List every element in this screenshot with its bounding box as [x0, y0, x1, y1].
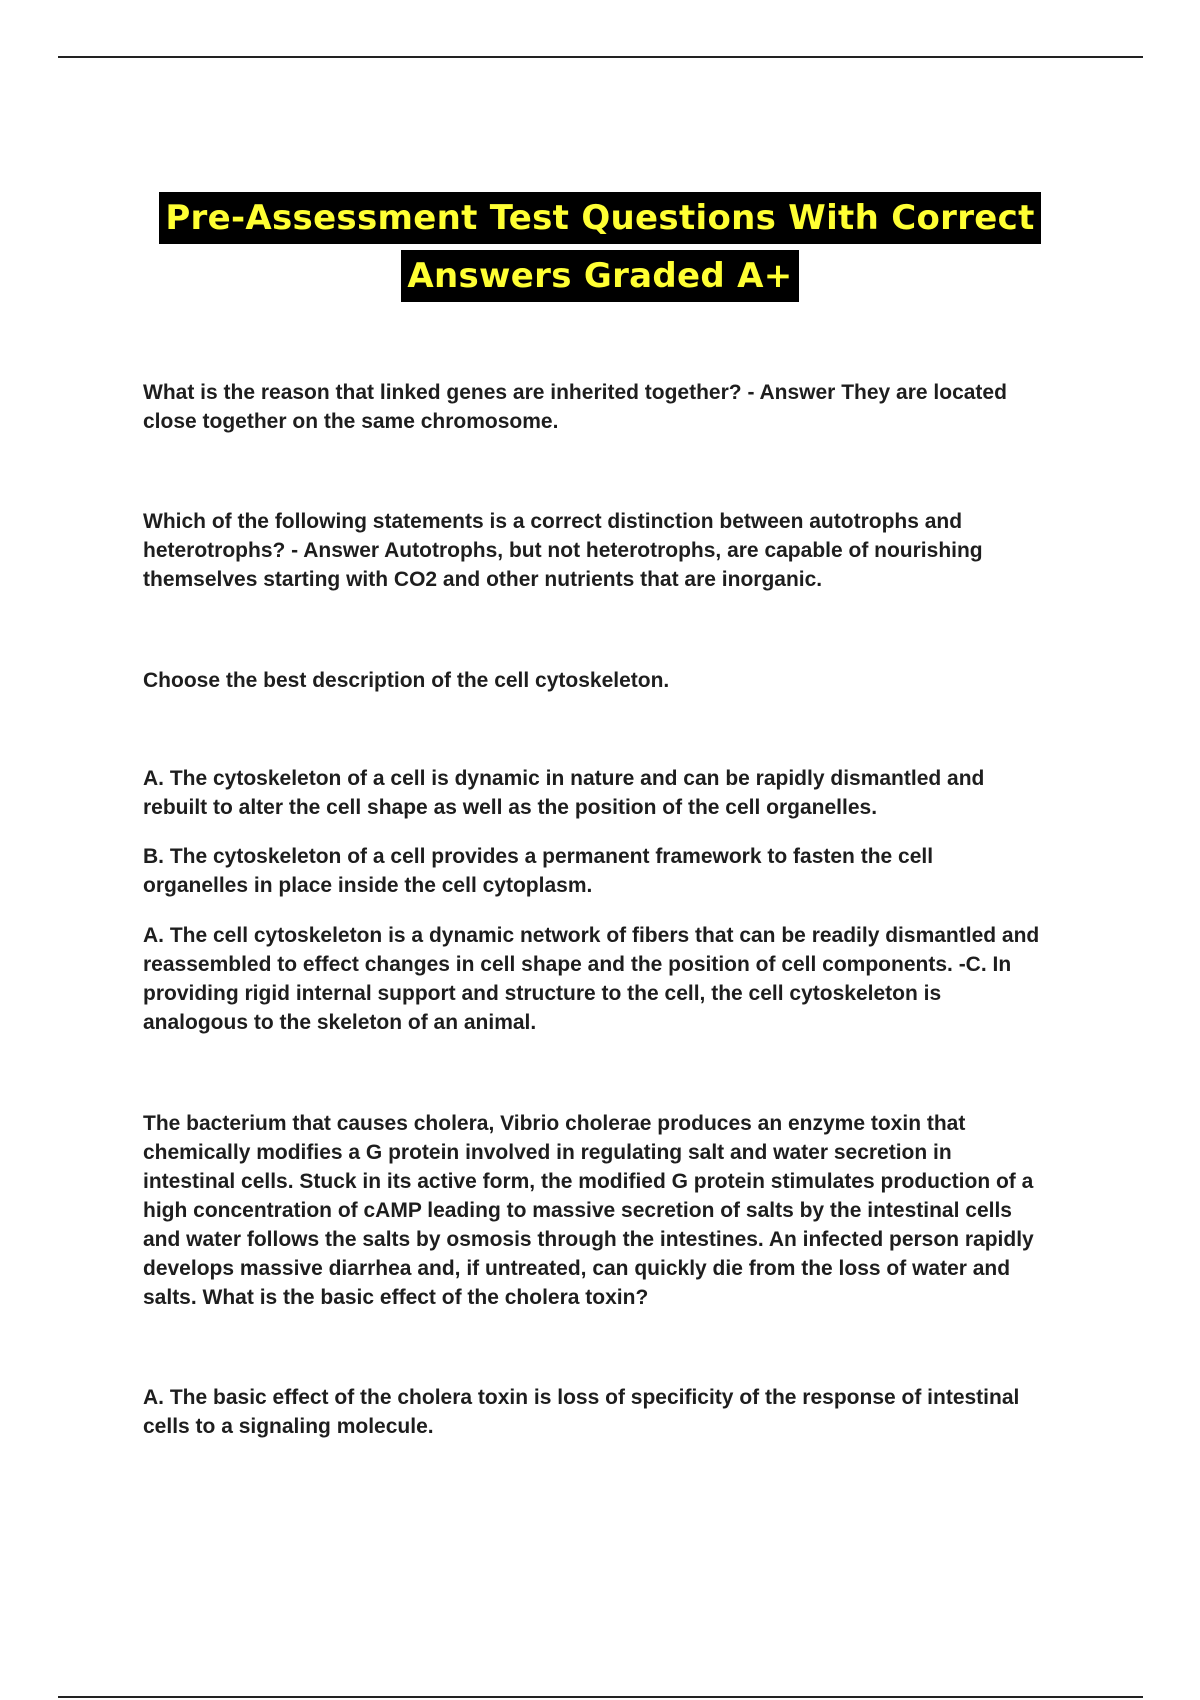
text-line: analogous to the skeleton of an animal. — [143, 1011, 537, 1034]
text-line: heterotrophs? - Answer Autotrophs, but not heterotrophs, are capable of nourishing — [143, 539, 983, 562]
question-cholera — [143, 1109, 1093, 1312]
text-line: intestinal cells. Stuck in its active form, the modified G protein stimulates production of a — [143, 1170, 1034, 1193]
text-line: A. The cytoskeleton of a cell is dynamic in nature and can be rapidly dismantled and — [143, 767, 985, 790]
text-line: high concentration of cAMP leading to massive secretion of salts by the intestinal cells — [143, 1199, 1012, 1222]
text-line: salts. What is the basic effect of the cholera toxin? — [143, 1286, 649, 1309]
answer-cytoskeleton — [143, 921, 1093, 1037]
title-line-2: Answers Graded A+ — [401, 250, 798, 302]
text-line: cells to a signaling molecule. — [143, 1415, 434, 1438]
text-line: Which of the following statements is a correct distinction between autotrophs and — [143, 510, 963, 533]
title-line-1: Pre-Assessment Test Questions With Correct — [159, 192, 1040, 244]
text-line: themselves starting with CO2 and other nutrients that are inorganic. — [143, 568, 823, 591]
text-line: providing rigid internal support and structure to the cell, the cell cytoskeleton is — [143, 982, 942, 1005]
document-title — [0, 192, 1200, 302]
option-a-cholera — [143, 1383, 1093, 1441]
text-line: B. The cytoskeleton of a cell provides a permanent framework to fasten the cell — [143, 845, 934, 868]
question-autotrophs — [143, 507, 1093, 594]
text-line: and water follows the salts by osmosis through the intestines. An infected person rapidly — [143, 1228, 1034, 1251]
text-line: A. The basic effect of the cholera toxin is loss of specificity of the response of intestinal — [143, 1386, 1020, 1409]
text-line: The bacterium that causes cholera, Vibrio cholerae produces an enzyme toxin that — [143, 1112, 966, 1135]
text-line: rebuilt to alter the cell shape as well as the position of the cell organelles. — [143, 796, 878, 819]
text-line: Choose the best description of the cell cytoskeleton. — [143, 669, 670, 692]
text-line: organelles in place inside the cell cytoplasm. — [143, 874, 593, 897]
question-linked-genes — [143, 378, 1093, 436]
text-line: chemically modifies a G protein involved in regulating salt and water secretion in — [143, 1141, 952, 1164]
bottom-rule — [58, 1696, 1143, 1698]
text-line: develops massive diarrhea and, if untreated, can quickly die from the loss of water and — [143, 1257, 1011, 1280]
text-line: reassembled to effect changes in cell shape and the position of cell components. -C. In — [143, 953, 1012, 976]
option-a-cytoskeleton — [143, 764, 1093, 822]
top-rule — [58, 56, 1143, 58]
text-line: close together on the same chromosome. — [143, 410, 559, 433]
text-line: A. The cell cytoskeleton is a dynamic network of fibers that can be readily dismantled and — [143, 924, 1040, 947]
text-line: What is the reason that linked genes are inherited together? - Answer They are located — [143, 381, 1007, 404]
option-b-cytoskeleton — [143, 842, 1093, 900]
question-cytoskeleton — [143, 666, 1093, 695]
